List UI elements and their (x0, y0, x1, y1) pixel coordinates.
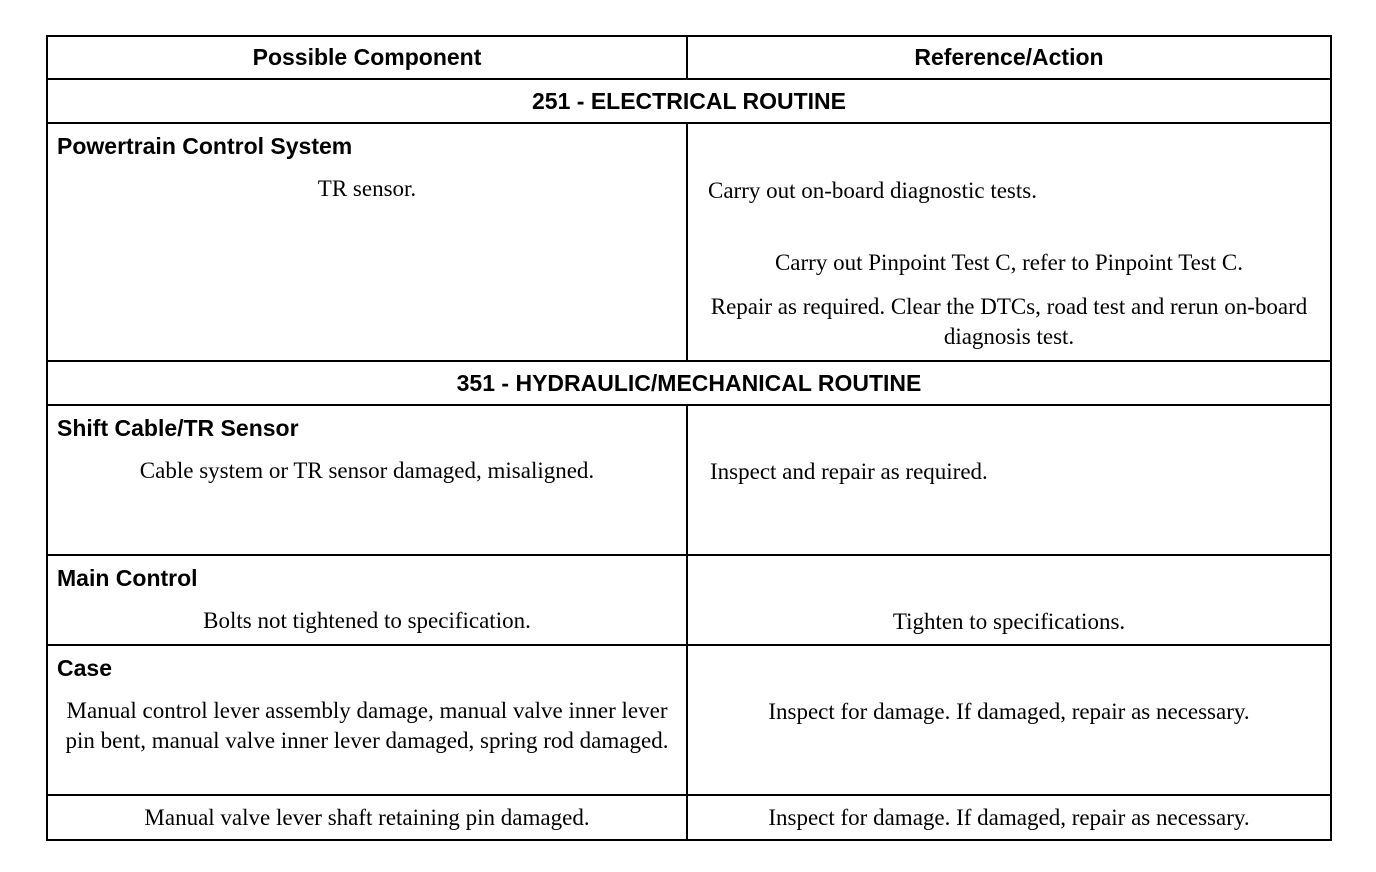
component-text-main-control: Bolts not tightened to specification. (203, 608, 531, 633)
diagnosis-table (46, 35, 1332, 841)
action-cell-case (687, 645, 1331, 795)
routine-row-electrical (47, 79, 1331, 123)
action-text-powertrain-2: Carry out Pinpoint Test C, refer to Pinpoint Test C. (774, 250, 1244, 275)
table-row (47, 645, 1331, 795)
component-cell-retaining-pin (47, 795, 687, 840)
group-title-case: Case (57, 655, 112, 681)
group-title-main-control: Main Control (57, 565, 198, 591)
component-text-powertrain: TR sensor. (317, 176, 417, 201)
action-cell-shift-cable (687, 405, 1331, 555)
header-row (47, 36, 1331, 79)
component-text-shift-cable: Cable system or TR sensor damaged, misaligned. (139, 458, 595, 483)
action-cell-main-control (687, 555, 1331, 645)
component-cell-powertrain (47, 123, 687, 361)
table-row (47, 123, 1331, 361)
action-cell-powertrain (687, 123, 1331, 361)
table-row (47, 795, 1331, 840)
group-title-powertrain: Powertrain Control System (57, 133, 353, 159)
group-title-shift-cable: Shift Cable/TR Sensor (57, 415, 299, 441)
routine-row-hydraulic (47, 361, 1331, 405)
action-text-powertrain-3: Repair as required. Clear the DTCs, road test and rerun on-board diagnosis test. (710, 294, 1308, 349)
component-text-case: Manual control lever assembly damage, manual valve inner lever pin bent, manual valve inner lever damaged, spring rod damaged. (65, 698, 669, 753)
routine-title-electrical: 251 - ELECTRICAL ROUTINE (47, 79, 1331, 123)
action-text-case: Inspect for damage. If damaged, repair as necessary. (768, 699, 1250, 724)
component-text-retaining-pin: Manual valve lever shaft retaining pin damaged. (144, 804, 590, 830)
column-header-action: Reference/Action (687, 36, 1331, 79)
column-header-component: Possible Component (47, 36, 687, 79)
action-cell-retaining-pin (687, 795, 1331, 840)
action-text-retaining-pin: Inspect for damage. If damaged, repair as necessary. (768, 804, 1250, 830)
component-cell-case (47, 645, 687, 795)
component-cell-main-control (47, 555, 687, 645)
action-text-powertrain-1: Carry out on-board diagnostic tests. (708, 178, 1037, 203)
table-row (47, 555, 1331, 645)
action-text-main-control: Tighten to specifications. (892, 609, 1126, 634)
table-row (47, 405, 1331, 555)
routine-title-hydraulic: 351 - HYDRAULIC/MECHANICAL ROUTINE (47, 361, 1331, 405)
component-cell-shift-cable (47, 405, 687, 555)
action-text-shift-cable: Inspect and repair as required. (710, 459, 988, 484)
